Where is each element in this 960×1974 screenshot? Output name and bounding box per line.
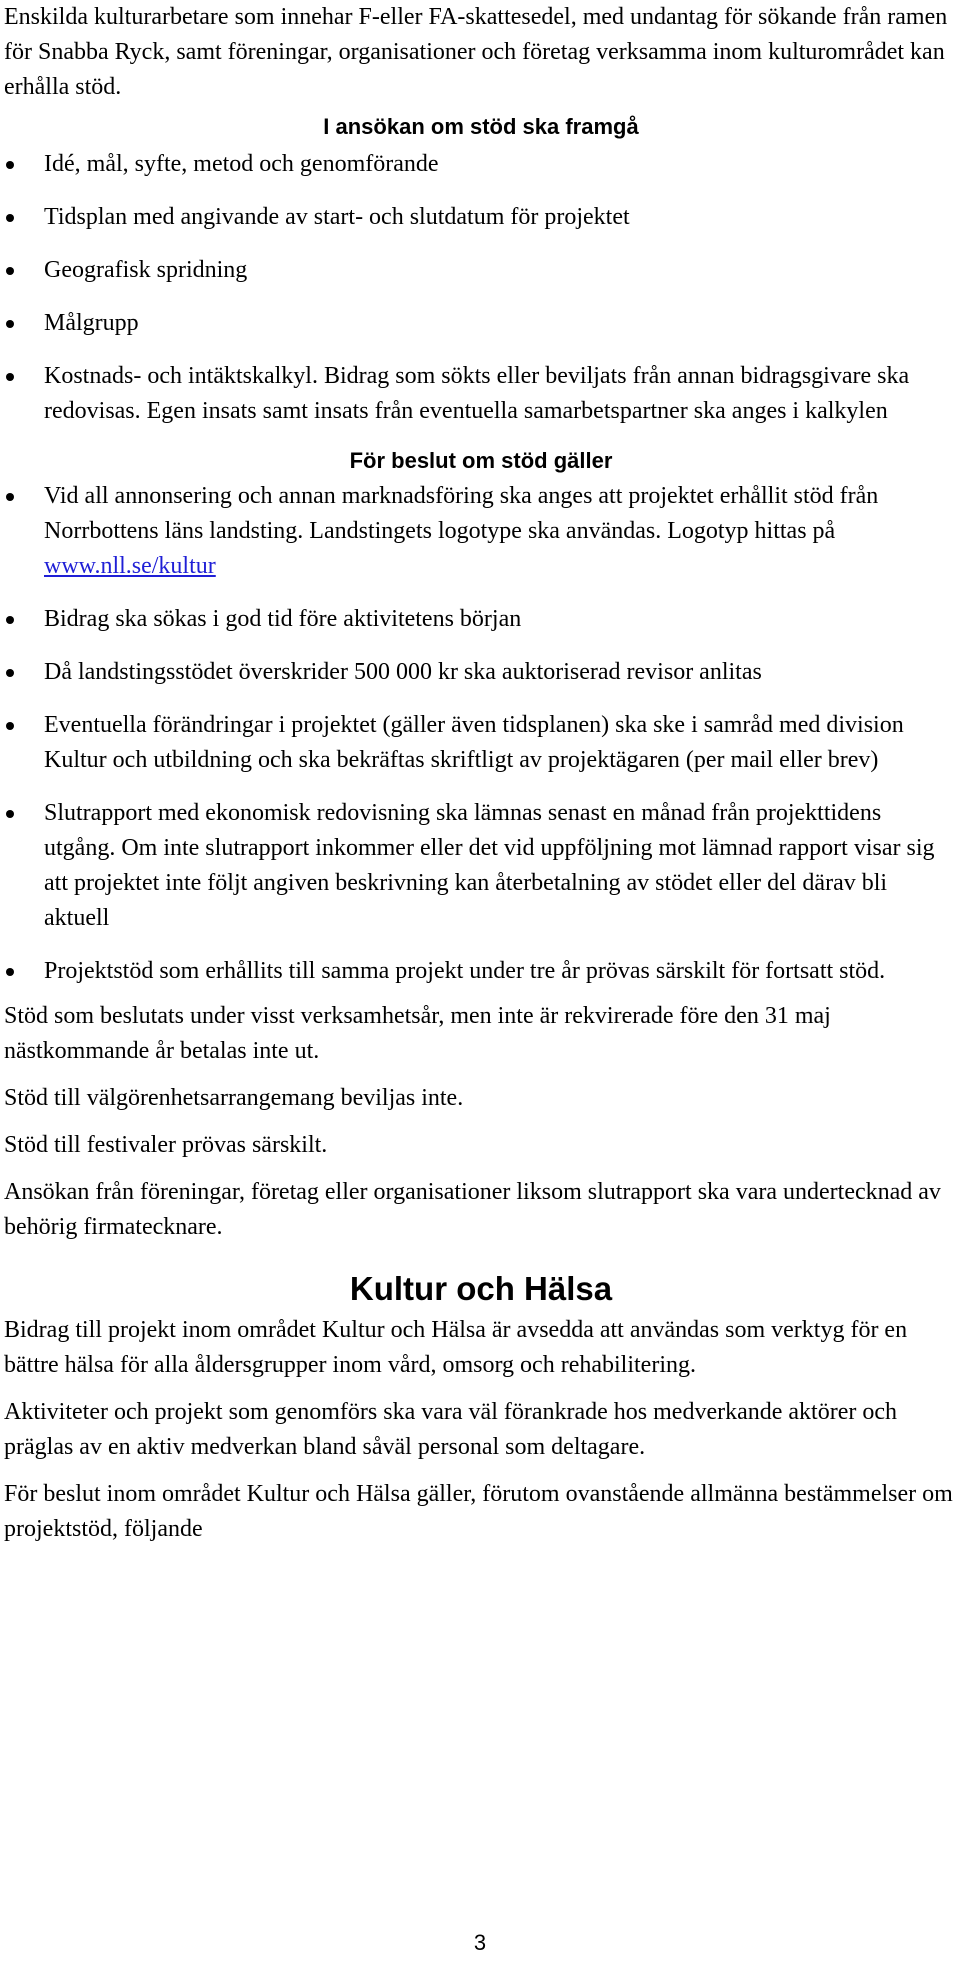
kultur-link[interactable]: www.nll.se/kultur (44, 553, 216, 579)
list-item: Eventuella förändringar i projektet (gäller även tidsplanen) ska ske i samråd med division Kultur och utbildning och ska bekräftas skriftligt av projektägaren (per mail eller brev) (4, 708, 958, 778)
paragraph-festivals: Stöd till festivaler prövas särskilt. (4, 1132, 328, 1158)
list-item: Vid all annonsering och annan marknadsföring ska anges att projektet erhållit stöd från Norrbottens läns landsting. Landstingets logotype ska användas. Logotyp hittas på www.nll.se/kultur (4, 479, 958, 584)
list-item: Geografisk spridning (4, 253, 958, 288)
bullet-icon (6, 373, 14, 381)
application-requirements-list (4, 147, 958, 429)
intro-paragraph: Enskilda kulturarbetare som innehar F-eller FA-skattesedel, med undantag för sökande från ramen för Snabba Ryck, samt föreningar, organisationer och företag verksamma inom kulturområdet kan erhålla stöd. (4, 4, 948, 100)
bullet-icon (6, 267, 14, 275)
list-item: Kostnads- och intäktskalkyl. Bidrag som sökts eller beviljats från annan bidragsgivare ska redovisas. Egen insats samt insats från eventuella samarbetspartner ska anges i kalkylen (4, 359, 958, 429)
bullet-icon (6, 722, 14, 730)
bullet-icon (6, 810, 14, 818)
list-item: Slutrapport med ekonomisk redovisning ska lämnas senast en månad från projekttidens utgång. Om inte slutrapport inkommer eller det vid uppföljning mot lämnad rapport visar sig att projektet inte följt angiven beskrivning kan återbetalning av stödet eller del därav bli aktuell (4, 796, 958, 936)
paragraph-kultur-halsa-decision: För beslut inom området Kultur och Hälsa gäller, förutom ovanstående allmänna bestämmelser om projektstöd, följande (4, 1481, 953, 1542)
list-item: Målgrupp (4, 306, 958, 341)
list-item: Bidrag ska sökas i god tid före aktivitetens början (4, 602, 958, 637)
bullet-icon (6, 320, 14, 328)
list-item: Projektstöd som erhållits till samma projekt under tre år prövas särskilt för fortsatt stöd. (4, 954, 958, 989)
paragraph-payment: Stöd som beslutats under visst verksamhetsår, men inte är rekvirerade före den 31 maj nästkommande år betalas inte ut. (4, 1003, 831, 1064)
paragraph-charity: Stöd till välgörenhetsarrangemang beviljas inte. (4, 1085, 464, 1111)
paragraph-signature: Ansökan från föreningar, företag eller organisationer liksom slutrapport ska vara undertecknad av behörig firmatecknare. (4, 1179, 941, 1240)
bullet-icon (6, 968, 14, 976)
section-heading-application: I ansökan om stöd ska framgå (323, 114, 639, 139)
paragraph-kultur-halsa-activities: Aktiviteter och projekt som genomförs ska vara väl förankrade hos medverkande aktörer och präglas av en aktiv medverkan bland såväl personal som deltagare. (4, 1399, 898, 1460)
bullet-icon (6, 214, 14, 222)
page-number: 3 (473, 1930, 487, 1955)
decision-conditions-list (4, 479, 958, 989)
list-item: Då landstingsstödet överskrider 500 000 kr ska auktoriserad revisor anlitas (4, 655, 958, 690)
bullet-icon (6, 616, 14, 624)
paragraph-kultur-halsa-purpose: Bidrag till projekt inom området Kultur och Hälsa är avsedda att användas som verktyg för en bättre hälsa för alla åldersgrupper inom vård, omsorg och rehabilitering. (4, 1317, 908, 1378)
bullet-icon (6, 161, 14, 169)
section-heading-decision: För beslut om stöd gäller (349, 448, 613, 473)
bullet-icon (6, 669, 14, 677)
list-item: Idé, mål, syfte, metod och genomförande (4, 147, 958, 182)
section-heading-kultur-halsa: Kultur och Hälsa (349, 1270, 613, 1307)
bullet-icon (6, 493, 14, 501)
page-content (4, 0, 958, 1547)
list-item: Tidsplan med angivande av start- och slutdatum för projektet (4, 200, 958, 235)
